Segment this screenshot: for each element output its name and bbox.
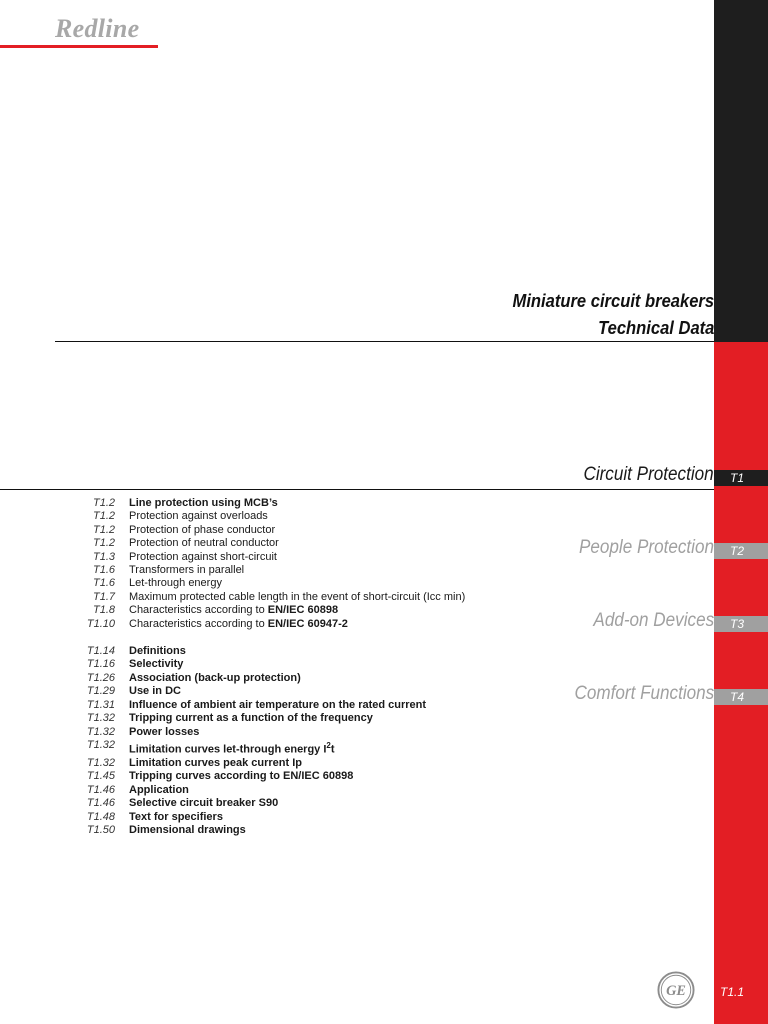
- tab-t2[interactable]: T2: [714, 543, 768, 559]
- page-number: T1.1: [720, 985, 745, 999]
- toc-row[interactable]: [55, 811, 505, 824]
- toc-entry-text: [129, 712, 373, 725]
- toc-page-ref: T1.46: [86, 783, 115, 796]
- section-divider: [0, 489, 714, 490]
- toc-entry-label: Maximum protected cable length in the event of short-circuit (Icc min): [129, 590, 466, 603]
- toc-page-ref: T1.10: [86, 617, 115, 630]
- toc-entry-text: [129, 672, 301, 685]
- toc-row[interactable]: [55, 537, 505, 550]
- toc-row[interactable]: [55, 685, 505, 698]
- ge-logo-text: GE: [666, 983, 686, 1000]
- toc-page-ref: T1.2: [92, 523, 115, 536]
- toc-entry-text: [129, 618, 348, 631]
- toc-group-2: [55, 645, 505, 837]
- toc-entry-text: [129, 726, 199, 739]
- toc-entry-label: Association (back-up protection): [129, 671, 301, 684]
- toc-entry-text: [129, 551, 277, 564]
- toc-row[interactable]: [55, 712, 505, 725]
- toc-entry-standard: EN/IEC 60947-2: [267, 617, 348, 630]
- toc-page-ref: T1.6: [92, 577, 115, 590]
- toc-entry-text: [129, 658, 183, 671]
- toc-entry-label: Let-through energy: [129, 577, 222, 590]
- toc-entry-label: Text for specifiers: [129, 810, 223, 823]
- toc-entry-tail: t: [330, 743, 335, 756]
- toc-entry-label: Power losses: [129, 725, 200, 738]
- toc-row[interactable]: [55, 564, 505, 577]
- brand-logo: Redline: [55, 14, 140, 43]
- toc-entry-text: [129, 510, 268, 523]
- toc-row[interactable]: [55, 672, 505, 685]
- toc-page-ref: T1.48: [86, 810, 115, 823]
- toc-entry-text: [129, 824, 246, 837]
- toc-entry-text: [129, 797, 278, 810]
- toc-page-ref: T1.32: [86, 725, 115, 738]
- nav-people-protection[interactable]: People Protection: [579, 537, 714, 558]
- toc-row[interactable]: [55, 497, 505, 510]
- toc-row[interactable]: [55, 591, 505, 604]
- toc-page-ref: T1.2: [92, 510, 115, 523]
- toc-row[interactable]: [55, 739, 505, 757]
- toc-entry-label: Limitation curves let-through energy I: [129, 743, 327, 756]
- toc-row[interactable]: [55, 618, 505, 631]
- toc-page-ref: T1.32: [86, 712, 115, 725]
- title-divider: [55, 341, 714, 342]
- toc-row[interactable]: [55, 510, 505, 523]
- toc-row[interactable]: [55, 824, 505, 837]
- toc-row[interactable]: [55, 604, 505, 617]
- toc-entry-label: Protection of phase conductor: [129, 523, 276, 536]
- toc-entry-label: Application: [129, 783, 189, 796]
- toc-row[interactable]: [55, 726, 505, 739]
- toc-page-ref: T1.2: [92, 537, 115, 550]
- toc-entry-text: [129, 537, 279, 550]
- toc-entry-label: Characteristics according to: [129, 617, 268, 630]
- toc-page-ref: T1.32: [86, 756, 115, 769]
- toc-entry-text: [129, 685, 181, 698]
- toc-entry-text: [129, 564, 244, 577]
- toc-entry-text: [129, 757, 302, 770]
- toc-row[interactable]: [55, 699, 505, 712]
- toc-entry-text: [129, 577, 222, 590]
- toc-entry-label: Line protection using MCB’s: [129, 497, 278, 509]
- toc-entry-superscript: 2: [326, 740, 331, 750]
- toc-entry-text: [129, 604, 338, 617]
- toc-page-ref: T1.45: [86, 770, 115, 783]
- toc-row[interactable]: [55, 551, 505, 564]
- toc-entry-label: Protection of neutral conductor: [129, 537, 279, 550]
- sidebar-top: [714, 0, 768, 342]
- tab-t1[interactable]: T1: [714, 470, 768, 486]
- tab-t4[interactable]: T4: [714, 689, 768, 705]
- tab-t3[interactable]: T3: [714, 616, 768, 632]
- toc-page-ref: T1.6: [92, 564, 115, 577]
- sidebar-bottom: [714, 342, 768, 1024]
- toc-entry-label: Characteristics according to: [129, 604, 268, 617]
- toc-page-ref: T1.3: [92, 550, 115, 563]
- toc-entry-text: [129, 770, 353, 783]
- toc-entry-label: Dimensional drawings: [129, 824, 246, 836]
- toc-entry-label: Protection against short-circuit: [129, 550, 277, 563]
- toc-entry-text: [129, 811, 223, 824]
- toc-row[interactable]: [55, 524, 505, 537]
- toc-entry-label: Influence of ambient air temperature on the rated current: [129, 698, 427, 711]
- nav-comfort-functions[interactable]: Comfort Functions: [574, 683, 714, 704]
- page-title-line2: Technical Data: [597, 318, 714, 338]
- toc-entry-text: [129, 591, 465, 604]
- toc-page-ref: T1.50: [86, 824, 115, 836]
- ge-logo-icon: [657, 971, 695, 1009]
- toc-page-ref: T1.29: [86, 685, 115, 698]
- toc-entry-label: Tripping curves according to EN/IEC 60898: [129, 770, 354, 783]
- brand-underline: [0, 45, 158, 48]
- toc-row[interactable]: [55, 770, 505, 783]
- toc-page-ref: T1.7: [92, 590, 115, 603]
- toc-entry-label: Definitions: [129, 645, 186, 658]
- toc-page-ref: T1.14: [86, 645, 115, 658]
- toc-row[interactable]: [55, 658, 505, 671]
- toc-page-ref: T1.46: [86, 797, 115, 810]
- toc-entry-text: [129, 784, 189, 797]
- table-of-contents: [55, 497, 505, 837]
- toc-row[interactable]: [55, 645, 505, 658]
- toc-entry-label: Transformers in parallel: [129, 564, 245, 577]
- toc-spacer: [55, 631, 505, 645]
- toc-row[interactable]: [55, 577, 505, 590]
- nav-circuit-protection[interactable]: Circuit Protection: [583, 464, 714, 485]
- toc-entry-label: Limitation curves peak current Ip: [129, 756, 302, 769]
- toc-entry-label: Tripping current as a function of the frequency: [129, 712, 373, 725]
- toc-entry-text: [129, 645, 186, 658]
- toc-group-1: [55, 497, 505, 631]
- toc-entry-text: [129, 739, 335, 757]
- toc-page-ref: T1.16: [86, 658, 115, 671]
- page-title-line1: Miniature circuit breakers: [512, 291, 714, 311]
- toc-entry-label: Selectivity: [129, 658, 184, 671]
- toc-page-ref: T1.31: [86, 698, 115, 711]
- nav-add-on-devices[interactable]: Add-on Devices: [593, 610, 714, 631]
- toc-page-ref: T1.8: [92, 604, 115, 617]
- toc-row[interactable]: [55, 757, 505, 770]
- toc-entry-label: Use in DC: [129, 685, 181, 698]
- toc-entry-label: Selective circuit breaker S90: [129, 797, 279, 810]
- toc-page-ref: T1.26: [86, 671, 115, 684]
- toc-entry-standard: EN/IEC 60898: [267, 604, 339, 617]
- toc-entry-text: [129, 497, 278, 510]
- toc-row[interactable]: [55, 784, 505, 797]
- toc-page-ref: T1.2: [92, 497, 115, 509]
- toc-entry-text: [129, 699, 426, 712]
- toc-entry-text: [129, 524, 275, 537]
- toc-row[interactable]: [55, 797, 505, 810]
- toc-entry-label: Protection against overloads: [129, 510, 268, 523]
- toc-page-ref: T1.32: [86, 738, 115, 751]
